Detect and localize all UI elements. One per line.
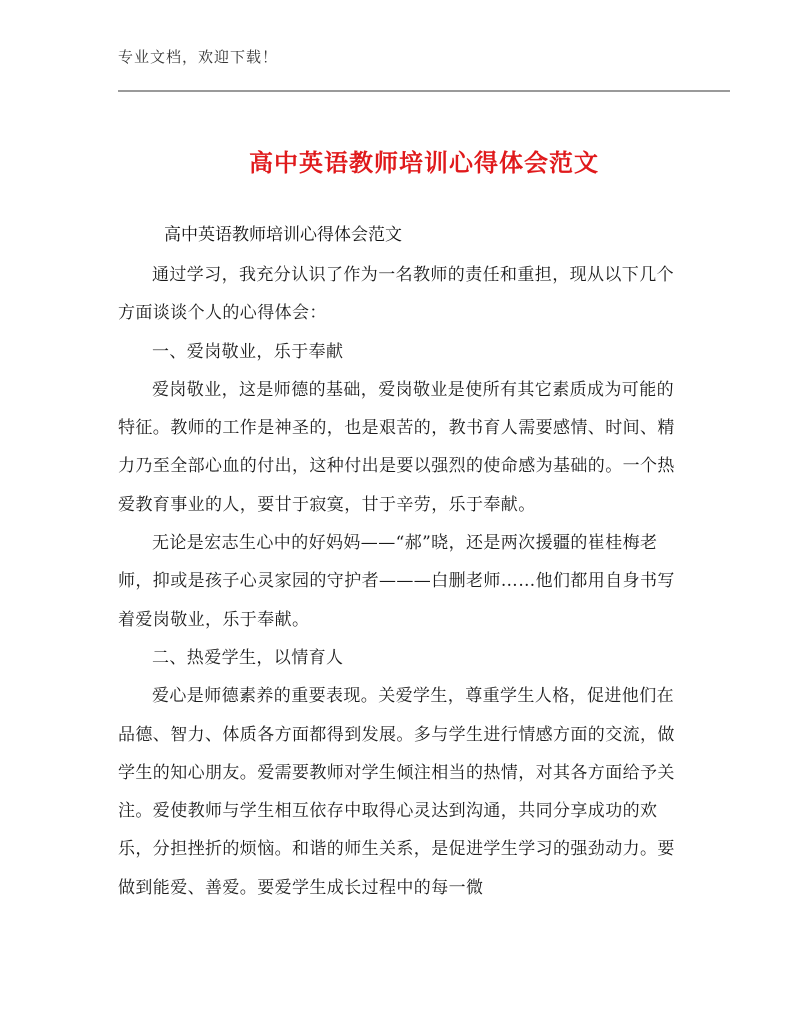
document-subtitle: 高中英语教师培训心得体会范文 [164, 225, 402, 245]
section-heading-1: 一、爱岗敬业，乐于奉献 [152, 341, 344, 362]
section-heading-2: 二、热爱学生，以情育人 [152, 647, 344, 668]
paragraph-3: 爱心是师德素养的重要表现。关爱学生，尊重学生人格，促进他们在品德、智力、体质各方面都得到发展。多与学生进行情感方面的交流，做学生的知心朋友。爱需要教师对学生倾注相当的热情，对其各方面给予关注。爱使教师与学生相互依存中取得心灵达到沟通，共同分享成功的欢乐，分担挫折的烦恼。和谐的师生关系，是促进学生学习的强劲动力。要做到能爱、善爱。要爱学生成长过程中的每一微 [118, 686, 675, 898]
paragraph-2: 无论是宏志生心中的好妈妈——“郝”晓，还是两次援疆的崔桂梅老师，抑或是孩子心灵家园的守护者———白删老师……他们都用自身书写着爱岗敬业，乐于奉献。 [118, 533, 675, 630]
paragraph-intro: 通过学习，我充分认识了作为一名教师的责任和重担，现从以下几个方面谈谈个人的心得体会： [118, 265, 674, 324]
header-note: 专业文档，欢迎下载！ [118, 48, 279, 66]
document-title: 高中英语教师培训心得体会范文 [249, 149, 599, 177]
paragraph-1: 爱岗敬业，这是师德的基础，爱岗敬业是使所有其它素质成为可能的特征。教师的工作是神圣的，也是艰苦的，教书育人需要感情、时间、精力乃至全部心血的付出，这种付出是要以强烈的使命感为基础的。一个热爱教育事业的人，要甘于寂寞，甘于辛劳，乐于奉献。 [118, 379, 675, 515]
document-body [118, 256, 678, 907]
header-divider [118, 90, 730, 92]
